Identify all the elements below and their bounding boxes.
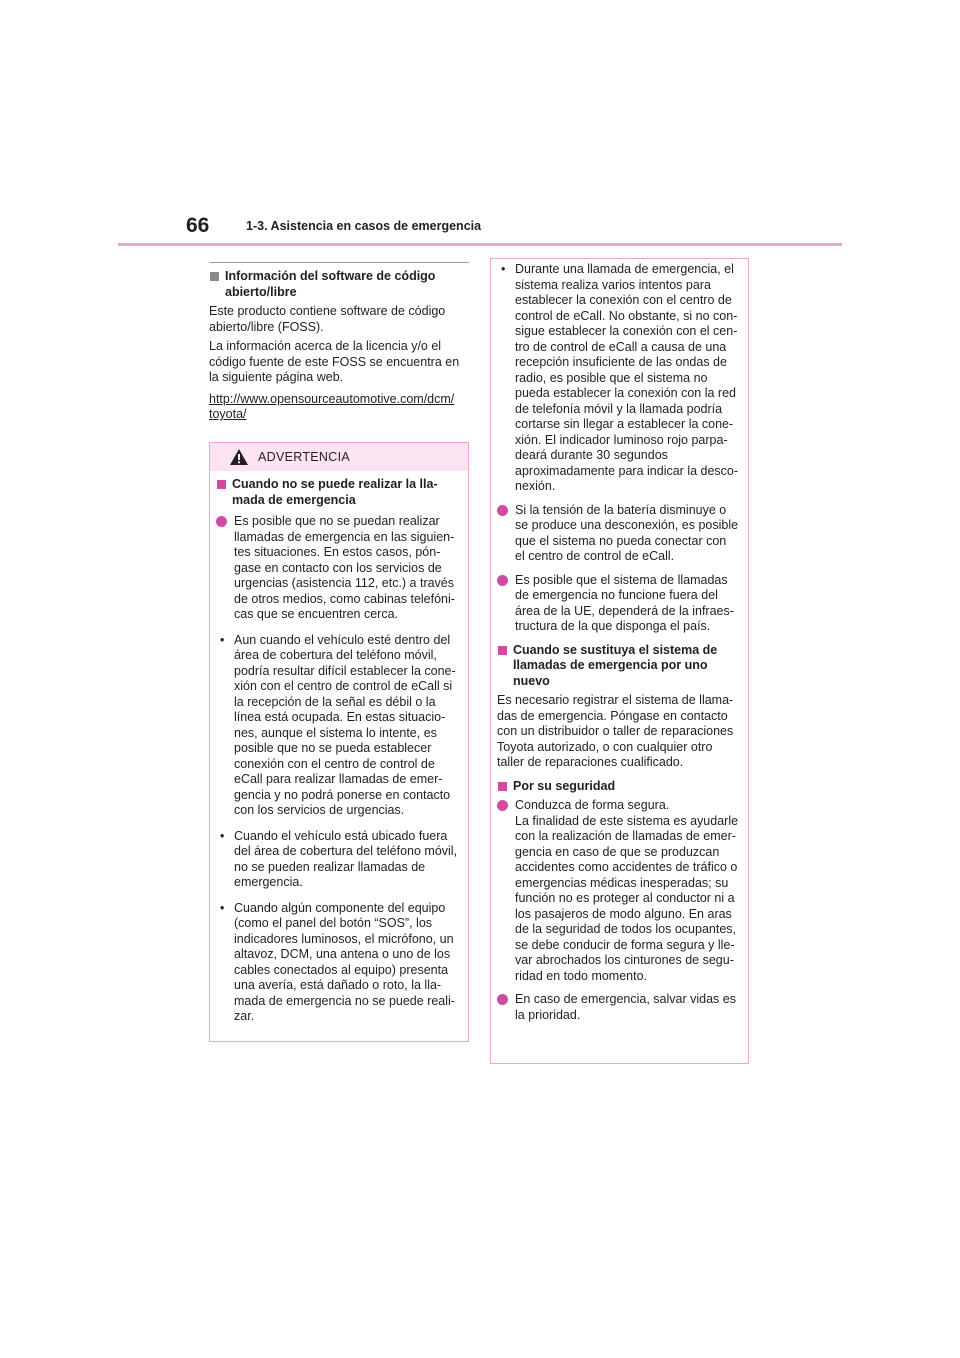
bullet-dot-icon: • [501, 262, 506, 276]
warning-title: ADVERTENCIA [258, 450, 350, 464]
section-title: 1-3. Asistencia en casos de emergencia [246, 219, 482, 233]
list-item-text: Conduzca de forma segura. La finalidad de este sistema es ayudarle con la realización de llamadas de emer- gencia en caso de que se produzcan accidentes como accidentes de tráfico o emergencias médicas inesperadas; su función no es proteger al conductor ni a los pasajeros de modo alguno. En aras de la seguridad de todos los ocupantes, se debe conducir de forma segura y lle- var abrochados los cinturones de segu- ridad en todo momento. [515, 798, 739, 983]
foss-paragraph-2: La información acerca de la licencia y/o el código fuente de este FOSS se encuentra en la siguiente página web. [209, 339, 460, 384]
list-item-text: Cuando el vehículo está ubicado fuera del área de cobertura del teléfono móvil, no se pueden realizar llamadas de emergencia. [234, 828, 458, 889]
left-column [209, 262, 469, 423]
list-item-text: Cuando algún componente del equipo (como el panel del botón “SOS”, los indicadores luminosos, el micrófono, un altavoz, DCM, una antena o uno de los cables conectados al equipo) presenta una avería, está dañado o roto, la lla- mada de emergencia no se puede reali- zar. [234, 900, 455, 1023]
list-item-text: Si la tensión de la batería disminuye o se produce una desconexión, es posible que el sistema no pueda conectar con el centro de control de eCall. [515, 502, 739, 563]
circle-bullet-icon [497, 800, 508, 811]
list-item [497, 573, 742, 635]
list-item [216, 514, 460, 623]
square-bullet-icon [217, 480, 226, 489]
header-rule [118, 243, 842, 246]
list-item-text: Durante una llamada de emergencia, el sistema realiza varios intentos para establecer la conexión con el centro de control de eCall. No obstante, si no con- sigue establecer la conexión con el cen- tro de control de eCall a causa de una recepción insuficiente de las ondas de radio, es posible que el sistema no pueda establecer la conexión con la red de telefonía móvil y la llamada podría cortarse sin llegar a establecer la cone- xión. El indicador luminoso rojo parpa- deará durante 30 segundos aproximadamente para indicar la desco- nexión. [515, 262, 739, 493]
foss-paragraph-1: Este producto contiene software de código abierto/libre (FOSS). [209, 304, 446, 334]
list-item-text: Es posible que no se puedan realizar llamadas de emergencia en las siguien- tes situaciones. En estos casos, pón- gase en contacto con los servicios de urgencias (asistencia 112, etc.) a través de otros medios, como cabinas telefóni- cas que se encuentren cerca. [234, 514, 455, 621]
list-item [497, 503, 742, 565]
replace-heading-text: Cuando se sustituya el sistema de llamadas de emergencia por uno nuevo [513, 642, 718, 688]
foss-heading-text: Información del software de código abierto/libre [225, 269, 436, 299]
foss-heading [209, 269, 469, 300]
list-item [497, 798, 742, 984]
safety-heading [497, 779, 742, 795]
circle-bullet-icon [216, 516, 227, 527]
list-item [216, 901, 460, 1025]
circle-bullet-icon [497, 505, 508, 516]
list-item-text: Es posible que el sistema de llamadas de emergencia no funcione fuera del área de la UE, dependerá de la infraes- tructura de la que disponga el país. [515, 572, 734, 633]
warning-header [210, 443, 468, 471]
bullet-dot-icon: • [220, 900, 225, 915]
warning-box-continued [490, 258, 749, 1064]
list-item [497, 992, 742, 1023]
circle-bullet-icon [497, 575, 508, 586]
list-item-text: Aun cuando el vehículo esté dentro del área de cobertura del teléfono móvil, podría resultar difícil establecer la cone- xión con el centro de control de eCall si la recepción de la señal es débil o la línea está ocupada. En estas situacio- nes, aunque el sistema lo intente, es posible que no se pueda establecer conexión con el centro de control de eCall para realizar llamadas de emer- gencia y no podrá ponerse en contacto con los servicios de urgencias. [234, 632, 456, 817]
circle-bullet-icon [497, 994, 508, 1005]
square-bullet-icon [210, 272, 219, 281]
replace-paragraph: Es necesario registrar el sistema de llama- das de emergencia. Póngase en contacto con un distribuidor o taller de reparaciones Toyota autorizado, o con cualquier otro taller de reparaciones cualificado. [497, 693, 734, 769]
warning-heading [216, 477, 460, 508]
square-bullet-icon [498, 782, 507, 791]
replace-heading [497, 643, 742, 690]
bullet-dot-icon: • [220, 632, 225, 647]
safety-heading-text: Por su seguridad [513, 778, 616, 793]
page-number: 66 [186, 214, 210, 237]
list-item [216, 633, 460, 819]
list-item [497, 262, 742, 495]
warning-triangle-icon [230, 449, 248, 465]
square-bullet-icon [498, 646, 507, 655]
foss-link[interactable]: http://www.opensourceautomotive.com/dcm/ toyota/ [209, 391, 455, 421]
bullet-dot-icon: • [220, 828, 225, 843]
warning-heading-text: Cuando no se puede realizar la lla- mada de emergencia [232, 477, 438, 507]
list-item [216, 829, 460, 891]
warning-box [209, 442, 469, 1042]
section-divider [210, 262, 469, 263]
list-item-text: En caso de emergencia, salvar vidas es la prioridad. [515, 992, 736, 1022]
